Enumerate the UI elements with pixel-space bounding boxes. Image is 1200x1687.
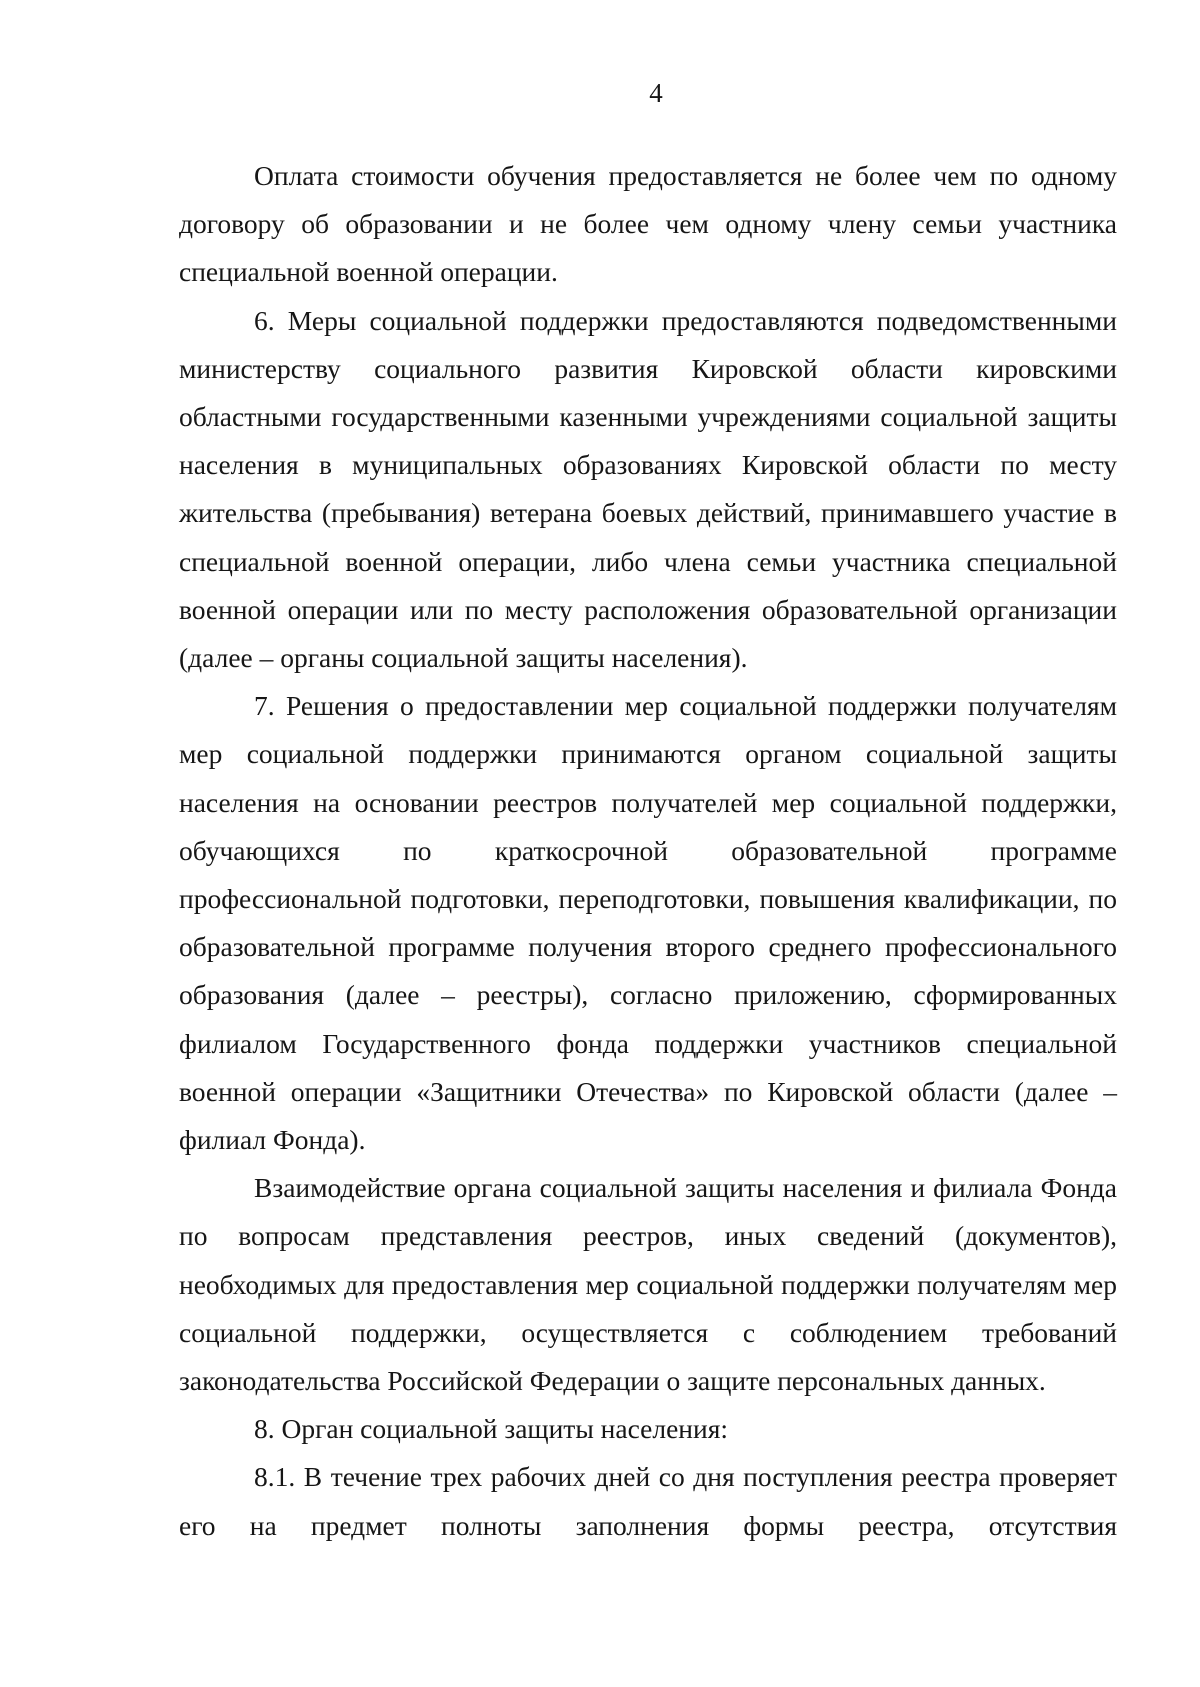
- document-body: [179, 152, 1117, 1550]
- paragraph-8-1: 8.1. В течение трех рабочих дней со дня поступления реестра проверяет его на предмет полноты заполнения формы реестра, отсутствия: [179, 1461, 1117, 1541]
- paragraph-7-decisions: 7. Решения о предоставлении мер социальной поддержки получателям мер социальной поддержки принимаются органом социальной защиты населения на основании реестров получателей мер социальной поддержки, обучающихся по краткосрочной образовательной программе профессиональной подготовки, переподготовки, повышения квалификации, по образовательной программе получения второго среднего профессионального образования (далее – реестры), согласно приложению, сформированных филиалом Государственного фонда поддержки участников специальной военной операции «Защитники Отечества» по Кировской области (далее – филиал Фонда).: [179, 690, 1117, 1156]
- paragraph-8-body: 8. Орган социальной защиты населения:: [254, 1413, 728, 1445]
- paragraph-tuition-payment: Оплата стоимости обучения предоставляется не более чем по одному договору об образовании и не более чем одному члену семьи участника специальной военной операции.: [179, 160, 1117, 288]
- paragraph-interaction: Взаимодействие органа социальной защиты населения и филиала Фонда по вопросам представления реестров, иных сведений (документов), необходимых для предоставления мер социальной поддержки получателям мер социальной поддержки, осуществляется с соблюдением требований законодательства Российской Федерации о защите персональных данных.: [179, 1172, 1117, 1397]
- page-number: 4: [649, 78, 663, 108]
- paragraph-6-support-measures: 6. Меры социальной поддержки предоставляются подведомственными министерству социального развития Кировской области кировскими областными государственными казенными учреждениями социальной защиты населения в муниципальных образованиях Кировской области по месту жительства (пребывания) ветерана боевых действий, принимавшего участие в специальной военной операции, либо члена семьи участника специальной военной операции или по месту расположения образовательной организации (далее – органы социальной защиты населения).: [179, 304, 1117, 674]
